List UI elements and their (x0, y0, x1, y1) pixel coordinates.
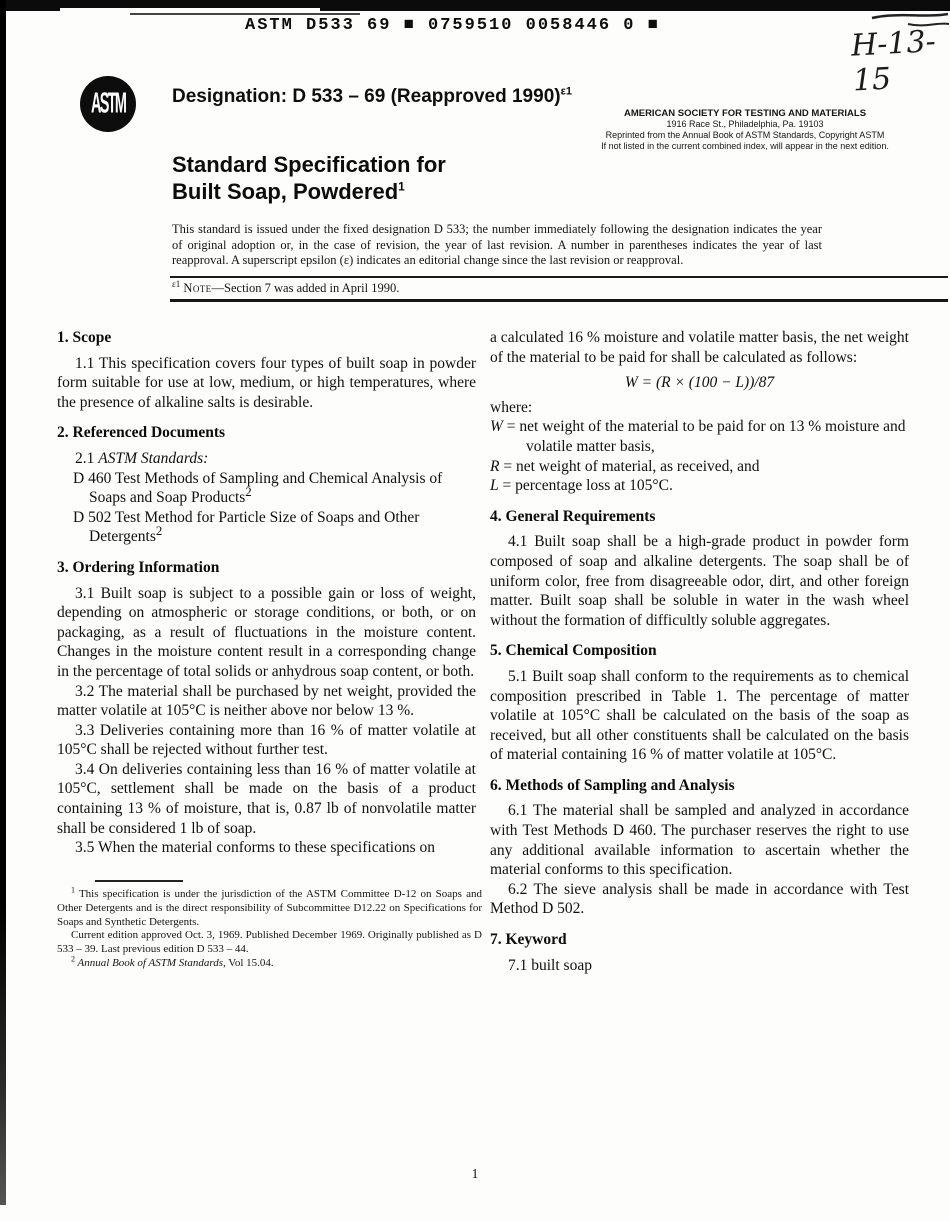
definition-l (490, 476, 909, 496)
footnote-divider (95, 880, 183, 882)
definition-l-text: = percentage loss at 105°C. (502, 477, 673, 495)
designation-superscript: ε1 (560, 85, 572, 98)
reference-d460-text: D 460 Test Methods of Sampling and Chemical Analysis of Soaps and Soap Products (73, 469, 443, 507)
society-name: AMERICAN SOCIETY FOR TESTING AND MATERIALS (623, 108, 867, 119)
paragraph-6-2: 6.2 The sieve analysis shall be made in accordance with Test Method D 502. (490, 880, 909, 918)
section-1-heading: 1. Scope (57, 329, 112, 346)
paragraph-4-1: 4.1 Built soap shall be a high-grade product in powder form composed of soap and alkaline detergents. The soap shall be of uniform color, free from disagreeable odor, dirt, and other foreign matter. Built soap shall be soluble in water in the wash wheel without the formation of difficultly soluble aggregates. (490, 533, 909, 629)
note-superscript: ε1 (172, 278, 181, 289)
standard-preamble: This standard is issued under the fixed designation D 533; the number immediately following the designation indicates the year of original adoption or, in the case of revision, the year of last revision. A number in parentheses indicates the year of last reapproval. A superscript epsilon (ε) indicates an editorial change since the last revision or reapproval. (172, 222, 822, 267)
paragraph-3-5: 3.5 When the material conforms to these specifications on (75, 839, 435, 857)
title-line-1: Standard Specification for (172, 152, 446, 177)
society-address-block (545, 108, 945, 152)
society-index-note: If not listed in the current combined index, will appear in the next edition. (601, 141, 889, 151)
where-label: where: (490, 398, 533, 416)
reference-d460-footnote-ref: 2 (245, 484, 252, 499)
definition-r (490, 457, 909, 477)
title-line-2 (172, 178, 446, 205)
note-label: Note (183, 281, 212, 295)
paragraph-2-1 (57, 449, 476, 469)
footnote-2-rest: , Vol 15.04. (223, 956, 274, 969)
definition-r-term: R (490, 457, 500, 475)
section-7-heading: 7. Keyword (490, 931, 567, 949)
paragraph-3-4: 3.4 On deliveries containing less than 16 % of matter volatile at 105°C, settlement shall be made on the basis of a product containing 13 % of moisture, that is, 0.87 lb of nonvolatile matter shall be considered 1 lb of soap. (57, 760, 476, 837)
paragraph-2-1-number: 2.1 (75, 449, 99, 467)
divider-above-note (170, 276, 948, 278)
handwritten-annotation: H-13-15 (850, 24, 937, 99)
footnote-1 (57, 885, 482, 929)
society-address: 1916 Race St., Philadelphia, Pa. 19103 (666, 119, 824, 129)
paragraph-7-1: 7.1 built soap (508, 956, 592, 974)
society-reprint-note: Reprinted from the Annual Book of ASTM Standards, Copyright ASTM (605, 130, 885, 140)
definition-l-term: L (490, 477, 499, 495)
section-4-heading: 4. General Requirements (490, 507, 656, 525)
reference-d502-text: D 502 Test Method for Particle Size of Soaps and Other Detergents (73, 508, 420, 546)
paragraph-6-1: 6.1 The material shall be sampled and analyzed in accordance with Test Methods D 460. The purchaser reserves the right to use any additional available information to ascertain whether the material conforms to this specification. (490, 802, 909, 879)
epsilon-note (172, 278, 822, 296)
footnote-2-italic-text: Annual Book of ASTM Standards (75, 956, 223, 969)
astm-logo-text: ASTM (90, 87, 126, 120)
paragraph-5-1: 5.1 Built soap shall conform to the requirements as to chemical composition prescribed in Table 1. The percentage of matter volatile at 105°C shall be calculated on the basis of the soap as received, but all other constituents shall be calculated on the basis of material containing 16 % of matter volatile at 105°C. (490, 667, 909, 764)
right-column (490, 328, 909, 975)
section-6-heading: 6. Methods of Sampling and Analysis (490, 776, 735, 794)
paragraph-3-1: 3.1 Built soap is subject to a possible gain or loss of weight, depending on atmospheric or storage conditions, or both, or on packaging, as a result of fluctuations in the moisture content. Changes in the moisture content result in a corresponding change in the percentage of total solids or anhydrous soap content, or both. (57, 584, 476, 680)
definition-w-term: W (490, 418, 503, 436)
document-title (172, 151, 446, 205)
astm-logo (80, 76, 136, 132)
divider-below-note (170, 299, 948, 302)
footnote-2-marker: 2 (71, 954, 75, 964)
scan-thin-rule (130, 13, 360, 15)
footnote-1-marker: 1 (71, 885, 75, 895)
page-number: 1 (471, 1166, 479, 1181)
section-3-heading: 3. Ordering Information (57, 558, 220, 576)
section-5-heading: 5. Chemical Composition (490, 642, 657, 660)
net-weight-formula: W = (R × (100 − L))/87 (624, 374, 775, 392)
title-line-2-text: Built Soap, Powdered (172, 179, 399, 204)
scan-top-bar-notch (60, 8, 320, 11)
paragraph-1-1: 1.1 This specification covers four types of built soap in powder form suitable for use at low, medium, or high temperatures, where the presence of alkaline salts is desirable. (57, 354, 476, 411)
designation-line (172, 86, 572, 108)
note-text: —Section 7 was added in April 1990. (211, 281, 400, 295)
reference-d502 (73, 508, 476, 547)
footnote-1-continued: Current edition approved Oct. 3, 1969. Published December 1969. Originally published as D 533 – 39. Last previous edition D 533 – 44. (57, 929, 482, 956)
paragraph-3-5-continuation: a calculated 16 % moisture and volatile matter basis, the net weight of the material to be paid for shall be calculated as follows: (490, 329, 909, 366)
formula-definitions (490, 417, 909, 495)
definition-r-text: = net weight of material, as received, and (503, 457, 760, 475)
left-column (57, 328, 476, 858)
reference-d460 (73, 469, 476, 508)
paragraph-3-3: 3.3 Deliveries containing more than 16 % of matter volatile at 105°C shall be rejected without further test. (57, 721, 476, 759)
reference-d502-footnote-ref: 2 (155, 523, 163, 539)
designation-text: Designation: D 533 – 69 (Reapproved 1990) (172, 86, 561, 107)
ocr-header-code: ASTM D533 69 ■ 0759510 0058446 0 ■ (245, 16, 660, 35)
paragraph-2-1-title: ASTM Standards: (98, 449, 209, 467)
title-footnote-ref: 1 (398, 179, 405, 194)
section-2-heading: 2. Referenced Documents (57, 424, 226, 442)
definition-w-text: = net weight of the material to be paid for on 13 % moisture and volatile matter basis, (506, 418, 906, 455)
footnote-1-text: This specification is under the jurisdiction of the ASTM Committee D-12 on Soaps and Other Detergents and is the direct responsibility of Subcommittee D12.22 on Specifications for Soaps and Synthetic Detergents. (57, 888, 482, 928)
footnotes-block (57, 885, 482, 971)
footnote-2 (57, 954, 482, 971)
definition-w (490, 417, 909, 456)
scan-left-edge (0, 0, 6, 1205)
paragraph-3-2: 3.2 The material shall be purchased by net weight, provided the matter volatile at 105°C is neither above nor below 13 %. (57, 682, 476, 720)
